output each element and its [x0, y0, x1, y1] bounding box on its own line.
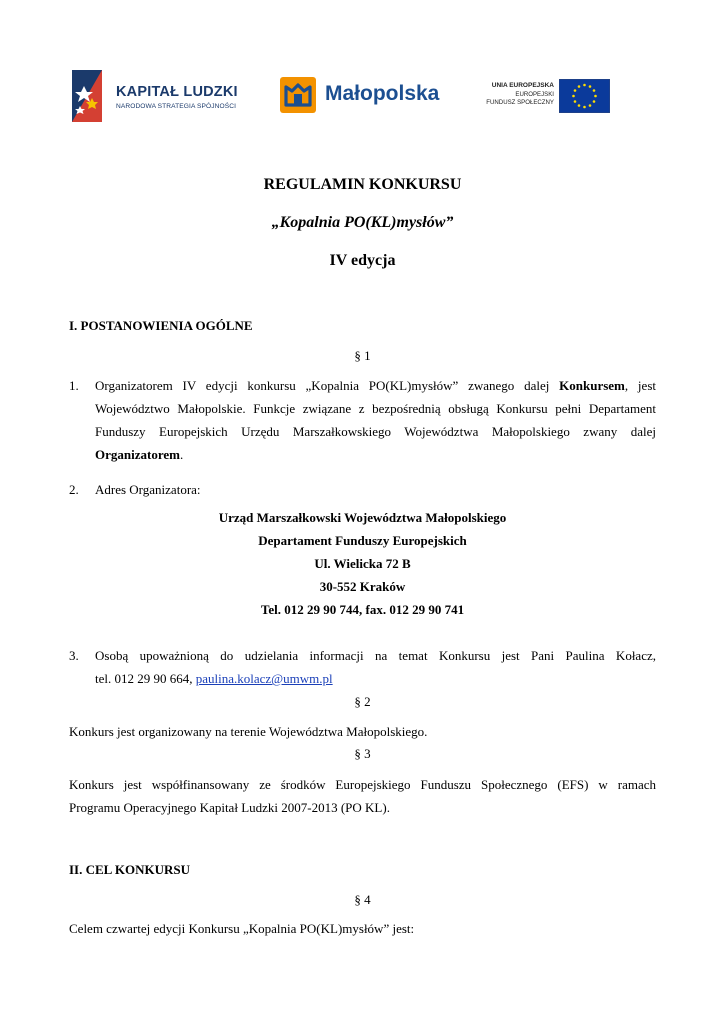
document-subtitle: „Kopalnia PO(KL)mysłów” — [271, 214, 454, 231]
section-2-heading: II. CEL KONKURSU — [69, 862, 190, 877]
eu-logo — [486, 78, 612, 114]
item-1-text — [95, 374, 656, 466]
malopolska-emblem-icon — [280, 77, 316, 113]
organizer-address — [0, 506, 725, 621]
eu-line-1: UNIA EUROPEJSKA — [491, 82, 554, 89]
address-line-3: Ul. Wielicka 72 B — [314, 556, 411, 571]
konkursem-term: Konkursem — [559, 378, 625, 393]
item-3-line-2: tel. 012 29 90 664, paulina.kolacz@umwm.pl — [95, 671, 333, 686]
organizatorem-term: Organizatorem — [95, 447, 180, 462]
address-line-1: Urząd Marszałkowski Województwa Małopolskiego — [218, 510, 507, 525]
kapital-ludzki-emblem-icon — [70, 68, 110, 124]
paragraph-2-mark: § 2 — [354, 694, 371, 709]
item-1-line-4: Organizatorem. — [95, 447, 184, 462]
item-1-line-3: Funduszy Europejskich Urzędu Marszałkowskiego Województwa Małopolskiego zwany dalej — [95, 424, 656, 439]
kapital-ludzki-subtitle: NARODOWA STRATEGIA SPÓJNOŚCI — [116, 103, 237, 110]
item-1-line-1: Organizatorem IV edycji konkursu „Kopalnia PO(KL)mysłów” zwanego dalej Konkursem, jest — [95, 378, 656, 393]
document-title: REGULAMIN KONKURSU — [263, 176, 462, 193]
address-line-4: 30-552 Kraków — [319, 579, 406, 594]
paragraph-3-line-2: Programu Operacyjnego Kapitał Ludzki 2007-2013 (PO KL). — [69, 800, 390, 815]
item-3-line-1: Osobą upoważnioną do udzielania informacji na temat Konkursu jest Pani Paulina Kołacz, — [95, 648, 656, 663]
paragraph-4-mark: § 4 — [354, 892, 371, 907]
paragraph-4-text: Celem czwartej edycji Konkursu „Kopalnia PO(KL)mysłów” jest: — [69, 921, 415, 936]
eu-line-3: FUNDUSZ SPOŁECZNY — [486, 99, 554, 106]
paragraph-3-text — [69, 773, 656, 819]
paragraph-3-mark: § 3 — [354, 746, 371, 761]
kapital-ludzki-logo — [70, 68, 240, 124]
eu-flag-icon — [559, 79, 610, 113]
item-3-number: 3. — [69, 648, 79, 663]
item-1-line-2: Województwo Małopolskie. Funkcje związane z bezpośrednią obsługą Konkursu pełni Departament — [95, 401, 656, 416]
document-edition: IV edycja — [329, 252, 396, 269]
kapital-ludzki-title: KAPITAŁ LUDZKI — [116, 84, 238, 100]
address-line-5: Tel. 012 29 90 744, fax. 012 29 90 741 — [260, 602, 465, 617]
section-1-heading: I. POSTANOWIENIA OGÓLNE — [69, 318, 253, 333]
malopolska-logo — [280, 77, 450, 113]
paragraph-2-text: Konkurs jest organizowany na terenie Województwa Małopolskiego. — [69, 724, 428, 739]
paragraph-1-mark: § 1 — [354, 348, 371, 363]
item-3-text — [95, 644, 656, 690]
malopolska-title: Małopolska — [325, 82, 440, 105]
item-2-text: Adres Organizatora: — [95, 482, 201, 497]
contact-email-link[interactable]: paulina.kolacz@umwm.pl — [195, 671, 333, 686]
address-line-2: Departament Funduszy Europejskich — [258, 533, 467, 548]
item-1-number: 1. — [69, 378, 79, 393]
paragraph-3-line-1: Konkurs jest współfinansowany ze środków Europejskiego Funduszu Społecznego (EFS) w ramach — [69, 777, 656, 792]
eu-line-2: EUROPEJSKI — [515, 91, 554, 98]
item-2-number: 2. — [69, 482, 79, 497]
